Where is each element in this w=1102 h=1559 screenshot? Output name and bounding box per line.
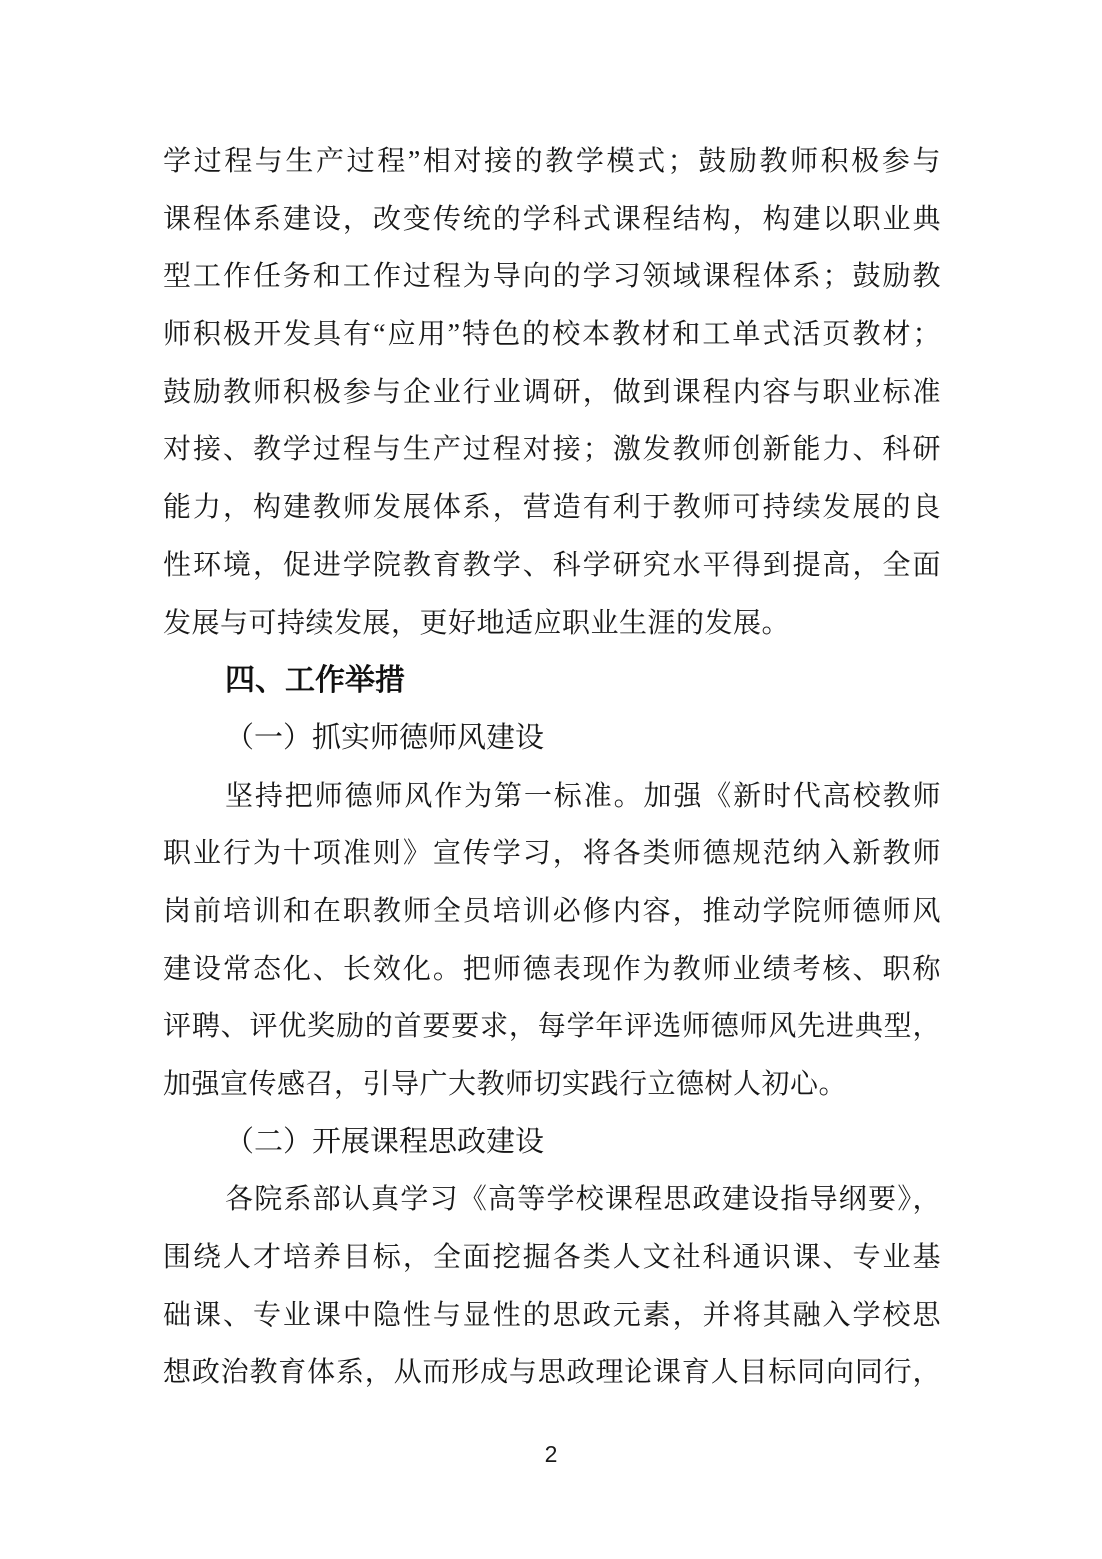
text-line: 能力，构建教师发展体系，营造有利于教师可持续发展的良: [163, 492, 941, 524]
text-line: 型工作任务和工作过程为导向的学习领域课程体系；鼓励教: [163, 261, 941, 293]
text-line: 师积极开发具有“应用”特色的校本教材和工单式活页教材；: [163, 319, 941, 351]
text-line: 础课、专业课中隐性与显性的思政元素，并将其融入学校思: [163, 1299, 941, 1331]
sub-section-heading: （一）抓实师德师风建设: [225, 721, 545, 754]
text-line: 围绕人才培养目标，全面挖掘各类人文社科通识课、专业基: [163, 1242, 941, 1274]
text-line: 发展与可持续发展，更好地适应职业生涯的发展。: [163, 607, 791, 639]
text-line: 鼓励教师积极参与企业行业调研，做到课程内容与职业标准: [163, 376, 941, 408]
text-line: 坚持把师德师风作为第一标准。加强《新时代高校教师: [225, 780, 941, 812]
text-line: 各院系部认真学习《高等学校课程思政建设指导纲要》，: [225, 1184, 941, 1216]
sub-section-heading: （二）开展课程思政建设: [225, 1125, 545, 1158]
text-line: 性环境，促进学院教育教学、科学研究水平得到提高，全面: [163, 549, 941, 581]
text-line: 学过程与生产过程”相对接的教学模式；鼓励教师积极参与: [163, 146, 941, 177]
text-line: 评聘、评优奖励的首要要求，每学年评选师德师风先进典型，: [163, 1011, 941, 1043]
text-line: 想政治教育体系，从而形成与思政理论课育人目标同向同行，: [163, 1357, 941, 1389]
text-line: 课程体系建设，改变传统的学科式课程结构，构建以职业典: [163, 203, 941, 235]
text-line: 对接、教学过程与生产过程对接；激发教师创新能力、科研: [163, 434, 941, 466]
text-line: 职业行为十项准则》宣传学习，将各类师德规范纳入新教师: [163, 838, 941, 870]
page-number: 2: [544, 1441, 558, 1467]
document-body: [163, 133, 941, 1402]
text-line: 建设常态化、长效化。把师德表现作为教师业绩考核、职称: [163, 953, 941, 985]
text-line: 加强宣传感召，引导广大教师切实践行立德树人初心。: [163, 1069, 848, 1100]
text-line: 岗前培训和在职教师全员培训必修内容，推动学院师德师风: [163, 895, 941, 927]
section-heading: 四、工作举措: [225, 664, 405, 698]
